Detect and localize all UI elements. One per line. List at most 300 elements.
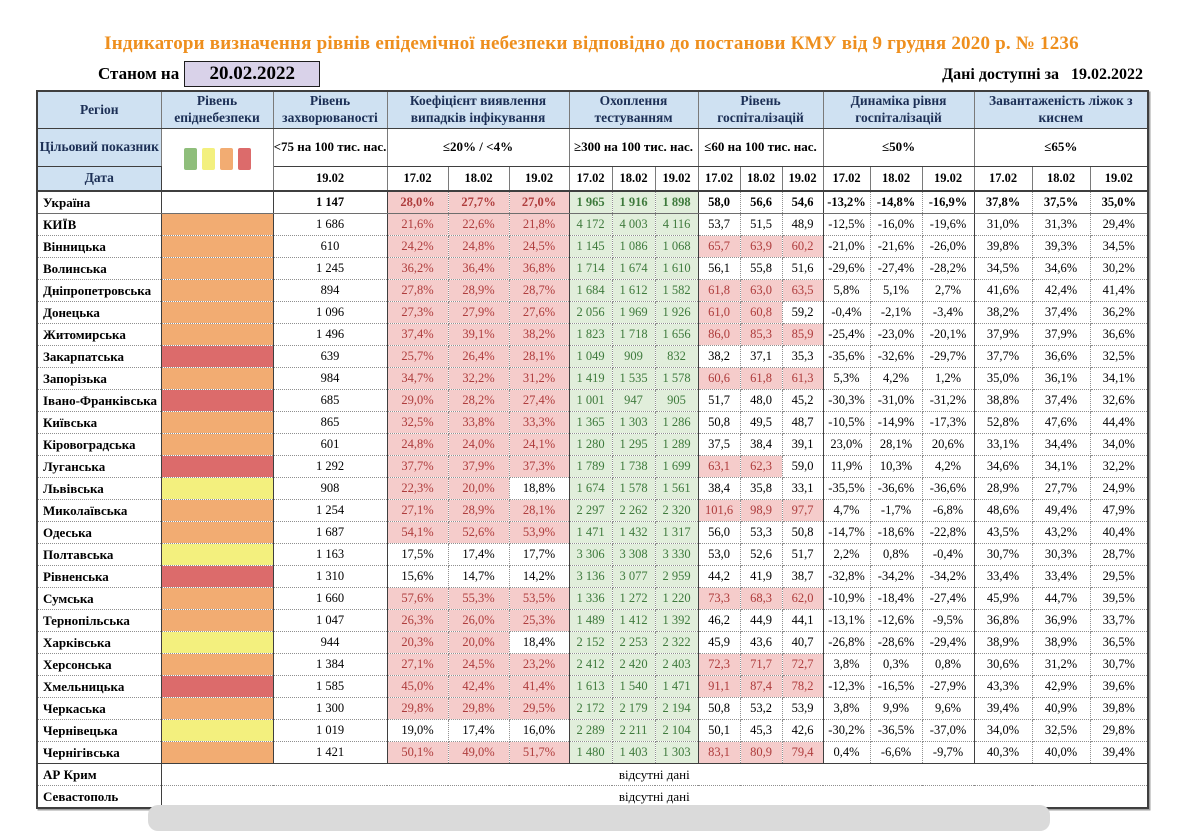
hosp-dynamics-cell: -21,6% [870, 236, 922, 258]
hospitalization-cell: 45,3 [740, 720, 782, 742]
testing-cell: 3 077 [612, 566, 655, 588]
hospitalization-cell: 33,1 [782, 478, 823, 500]
hospitalization-cell: 62,3 [740, 456, 782, 478]
detection-cell: 36,8% [509, 258, 569, 280]
testing-cell: 1 145 [569, 236, 612, 258]
hosp-dynamics-cell: 2,7% [922, 280, 974, 302]
oxygen-beds-cell: 38,9% [1032, 632, 1090, 654]
oxygen-beds-cell: 34,1% [1032, 456, 1090, 478]
hosp-dynamics-cell: 5,3% [823, 368, 870, 390]
hosp-dynamics-cell: 5,8% [823, 280, 870, 302]
oxygen-beds-cell: 42,4% [1032, 280, 1090, 302]
oxygen-beds-cell: 32,2% [1090, 456, 1148, 478]
region-row [37, 654, 1148, 676]
hospitalization-cell: 37,1 [740, 346, 782, 368]
date-header: 17.02 [387, 166, 448, 191]
testing-cell: 909 [612, 346, 655, 368]
incidence-cell: 1 096 [273, 302, 387, 324]
hospitalization-cell: 44,2 [698, 566, 740, 588]
testing-cell: 1 535 [612, 368, 655, 390]
hospitalization-cell: 71,7 [740, 654, 782, 676]
hospitalization-cell: 73,3 [698, 588, 740, 610]
testing-cell: 1 280 [569, 434, 612, 456]
oxygen-beds-cell: 29,4% [1090, 214, 1148, 236]
hosp-dynamics-cell: -30,2% [823, 720, 870, 742]
oxygen-beds-cell: 40,0% [1032, 742, 1090, 764]
detection-cell: 21,6% [387, 214, 448, 236]
oxygen-beds-cell: 45,9% [974, 588, 1032, 610]
region-name: Запорізька [37, 368, 161, 390]
region-row [37, 346, 1148, 368]
testing-cell: 1 272 [612, 588, 655, 610]
hosp-dynamics-cell: -17,3% [922, 412, 974, 434]
detection-cell: 14,2% [509, 566, 569, 588]
date-header: 18.02 [740, 166, 782, 191]
hospitalization-cell: 65,7 [698, 236, 740, 258]
hosp-dynamics-cell: -36,6% [870, 478, 922, 500]
detection-cell: 17,5% [387, 544, 448, 566]
detection-cell: 19,0% [387, 720, 448, 742]
hosp-dynamics-cell: 20,6% [922, 434, 974, 456]
hosp-dynamics-cell: -0,4% [922, 544, 974, 566]
hosp-dynamics-cell: -19,6% [922, 214, 974, 236]
date-header: 17.02 [569, 166, 612, 191]
testing-cell: 2 172 [569, 698, 612, 720]
date-header: 17.02 [698, 166, 740, 191]
hosp-dynamics-cell: -28,6% [870, 632, 922, 654]
incidence-cell: 685 [273, 390, 387, 412]
incidence-target: <75 на 100 тис. нас. [273, 128, 387, 166]
hospitalization-cell: 35,3 [782, 346, 823, 368]
detection-cell: 27,9% [448, 302, 509, 324]
incidence-cell: 908 [273, 478, 387, 500]
oxygen-beds-cell: 42,9% [1032, 676, 1090, 698]
oxygen-beds-cell: 34,6% [974, 456, 1032, 478]
testing-cell: 1 969 [612, 302, 655, 324]
hospitalization-cell: 48,7 [782, 412, 823, 434]
detection-cell: 29,8% [448, 698, 509, 720]
hospitalization-cell: 55,8 [740, 258, 782, 280]
oxygen-beds-cell: 28,9% [974, 478, 1032, 500]
hospitalization-cell: 63,5 [782, 280, 823, 302]
hospitalization-cell: 83,1 [698, 742, 740, 764]
testing-cell: 2 262 [612, 500, 655, 522]
region-name: Івано-Франківська [37, 390, 161, 412]
oxygen-beds-cell: 30,6% [974, 654, 1032, 676]
oxygen-beds-cell: 36,6% [1090, 324, 1148, 346]
region-name: Донецька [37, 302, 161, 324]
detection-cell: 45,0% [387, 676, 448, 698]
region-row [37, 742, 1148, 764]
testing-cell: 1 578 [655, 368, 698, 390]
hospitalization-cell: 63,0 [740, 280, 782, 302]
hospitalization-cell: 62,0 [782, 588, 823, 610]
date-header: 18.02 [870, 166, 922, 191]
hospitalization-cell: 45,2 [782, 390, 823, 412]
risk-level-cell [161, 368, 273, 390]
region-name: Черкаська [37, 698, 161, 720]
detection-cell: 24,5% [509, 236, 569, 258]
hosp-dynamics-cell: 0,3% [870, 654, 922, 676]
hosp-dynamics-cell: 9,9% [870, 698, 922, 720]
hospitalization-cell: 38,2 [698, 346, 740, 368]
oxygen-beds-cell: 33,7% [1090, 610, 1148, 632]
incidence-cell: 1 660 [273, 588, 387, 610]
incidence-cell: 944 [273, 632, 387, 654]
detection-cell: 28,1% [509, 500, 569, 522]
oxygen-beds-cell: 39,8% [974, 236, 1032, 258]
hospitalization-cell: 48,9 [782, 214, 823, 236]
hospitalization-cell: 101,6 [698, 500, 740, 522]
hospitalization-cell: 78,2 [782, 676, 823, 698]
detection-cell: 25,3% [509, 610, 569, 632]
oxygen-beds-cell: 34,5% [974, 258, 1032, 280]
region-row [37, 191, 1148, 214]
risk-level-cell [161, 346, 273, 368]
detection-cell: 24,5% [448, 654, 509, 676]
region-row [37, 676, 1148, 698]
testing-cell: 1 610 [655, 258, 698, 280]
region-name: Сумська [37, 588, 161, 610]
hosp-dynamics-cell: -27,4% [922, 588, 974, 610]
hospitalization-cell: 58,0 [698, 191, 740, 214]
detection-cell: 37,7% [387, 456, 448, 478]
testing-cell: 1 916 [612, 191, 655, 214]
hospitalization-cell: 86,0 [698, 324, 740, 346]
hosp-dynamics-cell: -29,7% [922, 346, 974, 368]
detection-cell: 28,2% [448, 390, 509, 412]
hospitalization-cell: 54,6 [782, 191, 823, 214]
incidence-cell: 984 [273, 368, 387, 390]
oxygen-beds-cell: 41,6% [974, 280, 1032, 302]
col-detection-header: Коефіцієнт виявлення випадків інфікування [387, 91, 569, 128]
detection-cell: 28,7% [509, 280, 569, 302]
detection-cell: 20,0% [448, 632, 509, 654]
testing-cell: 2 322 [655, 632, 698, 654]
testing-cell: 1 613 [569, 676, 612, 698]
region-row [37, 566, 1148, 588]
data-available-block [942, 66, 1143, 84]
testing-cell: 1 684 [569, 280, 612, 302]
hosp-dynamics-cell: -16,5% [870, 676, 922, 698]
risk-level-cell [161, 390, 273, 412]
hospitalization-cell: 91,1 [698, 676, 740, 698]
detection-cell: 24,1% [509, 434, 569, 456]
testing-cell: 1 303 [655, 742, 698, 764]
oxygen-beds-cell: 37,7% [974, 346, 1032, 368]
hospitalization-cell: 48,0 [740, 390, 782, 412]
no-data-cell: відсутні дані [161, 764, 1148, 786]
incidence-cell: 1 147 [273, 191, 387, 214]
testing-cell: 1 412 [612, 610, 655, 632]
detection-cell: 17,4% [448, 720, 509, 742]
testing-cell: 1 392 [655, 610, 698, 632]
hosp-dynamics-cell: -3,4% [922, 302, 974, 324]
testing-cell: 1 926 [655, 302, 698, 324]
oxygen-beds-cell: 30,7% [1090, 654, 1148, 676]
date-header: 19.02 [922, 166, 974, 191]
risk-level-cell [161, 500, 273, 522]
detection-cell: 33,8% [448, 412, 509, 434]
oxygen-beds-cell: 48,6% [974, 500, 1032, 522]
hospitalization-cell: 61,8 [698, 280, 740, 302]
region-row [37, 544, 1148, 566]
region-row [37, 610, 1148, 632]
date-header: 19.02 [782, 166, 823, 191]
date-header: 18.02 [612, 166, 655, 191]
region-name: Херсонська [37, 654, 161, 676]
oxygen-beds-cell: 36,9% [1032, 610, 1090, 632]
testing-cell: 1 001 [569, 390, 612, 412]
oxygen-beds-cell: 35,0% [1090, 191, 1148, 214]
testing-cell: 2 297 [569, 500, 612, 522]
incidence-cell: 865 [273, 412, 387, 434]
oxygen-beds-cell: 39,5% [1090, 588, 1148, 610]
hospitalization-cell: 87,4 [740, 676, 782, 698]
hospitalization-cell: 51,7 [782, 544, 823, 566]
risk-level-cell [161, 544, 273, 566]
testing-cell: 1 317 [655, 522, 698, 544]
hospitalization-cell: 37,5 [698, 434, 740, 456]
hosp-dynamics-cell: -26,0% [922, 236, 974, 258]
hosp-dynamics-cell: -9,5% [922, 610, 974, 632]
region-name: Харківська [37, 632, 161, 654]
hospitalization-cell: 41,9 [740, 566, 782, 588]
date-header: 19.02 [273, 166, 387, 191]
hospitalization-cell: 79,4 [782, 742, 823, 764]
incidence-cell: 1 384 [273, 654, 387, 676]
hospitalization-cell: 43,6 [740, 632, 782, 654]
risk-level-cell [161, 720, 273, 742]
oxygen-beds-cell: 31,0% [974, 214, 1032, 236]
hospitalization-cell: 59,2 [782, 302, 823, 324]
hosp-dynamics-cell: -18,6% [870, 522, 922, 544]
testing-cell: 1 582 [655, 280, 698, 302]
oxygen-beds-cell: 34,0% [1090, 434, 1148, 456]
oxygen-beds-cell: 36,1% [1032, 368, 1090, 390]
incidence-cell: 601 [273, 434, 387, 456]
oxygen-beds-cell: 39,3% [1032, 236, 1090, 258]
testing-cell: 2 152 [569, 632, 612, 654]
hospitalization-cell: 50,1 [698, 720, 740, 742]
report-title: Індикатори визначення рівнів епідемічної небезпеки відповідно до постанови КМУ від 9 грудня 2020 р. № 1236 [104, 33, 1079, 54]
region-name: Київська [37, 412, 161, 434]
detection-cell: 28,9% [448, 280, 509, 302]
oxygen-beds-cell: 31,2% [1032, 654, 1090, 676]
incidence-cell: 639 [273, 346, 387, 368]
detection-cell: 27,0% [509, 191, 569, 214]
oxygen-beds-cell: 34,5% [1090, 236, 1148, 258]
oxygen-beds-cell: 30,2% [1090, 258, 1148, 280]
risk-level-cell [161, 588, 273, 610]
hospitalization-cell: 51,7 [698, 390, 740, 412]
detection-cell: 27,6% [509, 302, 569, 324]
testing-cell: 2 056 [569, 302, 612, 324]
incidence-cell: 1 310 [273, 566, 387, 588]
detection-cell: 28,9% [448, 500, 509, 522]
detection-cell: 37,4% [387, 324, 448, 346]
risk-level-cell [161, 412, 273, 434]
oxygen-beds-cell: 29,5% [1090, 566, 1148, 588]
oxygen-beds-cell: 47,6% [1032, 412, 1090, 434]
region-name: КИЇВ [37, 214, 161, 236]
detection-cell: 33,3% [509, 412, 569, 434]
region-name: Україна [37, 191, 161, 214]
oxygen-beds-cell: 36,2% [1090, 302, 1148, 324]
hospitalization-cell: 51,6 [782, 258, 823, 280]
region-name: Кіровоградська [37, 434, 161, 456]
hospitalization-cell: 52,6 [740, 544, 782, 566]
hosp-dynamics-cell: -36,5% [870, 720, 922, 742]
detection-cell: 24,8% [387, 434, 448, 456]
detection-cell: 26,4% [448, 346, 509, 368]
detection-cell: 51,7% [509, 742, 569, 764]
hosp-dynamics-cell: -16,0% [870, 214, 922, 236]
incidence-cell: 1 496 [273, 324, 387, 346]
testing-cell: 1 286 [655, 412, 698, 434]
hosp-dynamics-cell: -10,5% [823, 412, 870, 434]
incidence-cell: 1 421 [273, 742, 387, 764]
region-row [37, 258, 1148, 280]
hosp-dynamics-cell: 0,4% [823, 742, 870, 764]
oxygen-beds-cell: 44,7% [1032, 588, 1090, 610]
hosp-dynamics-cell: -12,5% [823, 214, 870, 236]
detection-cell: 16,0% [509, 720, 569, 742]
region-row [37, 280, 1148, 302]
region-name: Севастополь [37, 786, 161, 809]
hospitalization-cell: 60,6 [698, 368, 740, 390]
as-of-date-box: 20.02.2022 [184, 61, 320, 87]
hosp-dynamics-cell: -18,4% [870, 588, 922, 610]
detection-cell: 32,5% [387, 412, 448, 434]
hosp-dynamics-cell: -32,8% [823, 566, 870, 588]
incidence-cell: 1 245 [273, 258, 387, 280]
hosp-dynamics-cell: -34,2% [870, 566, 922, 588]
hospitalization-cell: 44,1 [782, 610, 823, 632]
detection-cell: 28,0% [387, 191, 448, 214]
testing-cell: 1 898 [655, 191, 698, 214]
region-row [37, 412, 1148, 434]
testing-cell: 1 540 [612, 676, 655, 698]
testing-cell: 1 086 [612, 236, 655, 258]
oxygen-beds-cell: 44,4% [1090, 412, 1148, 434]
hosp-dynamics-cell: -28,2% [922, 258, 974, 280]
hosp-dynamics-cell: -1,7% [870, 500, 922, 522]
incidence-cell: 610 [273, 236, 387, 258]
detection-cell: 15,6% [387, 566, 448, 588]
testing-cell: 1 336 [569, 588, 612, 610]
oxygen-beds-cell: 37,4% [1032, 390, 1090, 412]
header-target-row [37, 128, 1148, 166]
detection-cell: 41,4% [509, 676, 569, 698]
oxygen-beds-cell: 37,9% [974, 324, 1032, 346]
region-row [37, 236, 1148, 258]
hospitalization-cell: 53,2 [740, 698, 782, 720]
detection-cell: 29,5% [509, 698, 569, 720]
date-header: 19.02 [655, 166, 698, 191]
hosp-dynamics-cell: 5,1% [870, 280, 922, 302]
oxygen-beds-cell: 37,5% [1032, 191, 1090, 214]
region-name: Хмельницька [37, 676, 161, 698]
oxygen-beds-cell: 40,4% [1090, 522, 1148, 544]
oxygen-beds-cell: 33,4% [974, 566, 1032, 588]
risk-level-cell [161, 302, 273, 324]
testing-cell: 2 253 [612, 632, 655, 654]
hospitalization-cell: 39,1 [782, 434, 823, 456]
hospitalization-cell: 63,9 [740, 236, 782, 258]
testing-cell: 1 068 [655, 236, 698, 258]
detection-cell: 20,0% [448, 478, 509, 500]
hosp-dynamics-cell: 3,8% [823, 654, 870, 676]
hospitalization-cell: 68,3 [740, 588, 782, 610]
region-row [37, 214, 1148, 236]
testing-cell: 1 471 [655, 676, 698, 698]
oxygen-beds-cell: 41,4% [1090, 280, 1148, 302]
hospitalization-cell: 97,7 [782, 500, 823, 522]
oxygen-beds-cell: 24,9% [1090, 478, 1148, 500]
hosp-dynamics-cell: -36,6% [922, 478, 974, 500]
testing-cell: 2 211 [612, 720, 655, 742]
header-group-row [37, 91, 1148, 128]
testing-cell: 3 306 [569, 544, 612, 566]
testing-target: ≥300 на 100 тис. нас. [569, 128, 698, 166]
oxygen-beds-cell: 43,2% [1032, 522, 1090, 544]
detection-cell: 37,9% [448, 456, 509, 478]
oxygen-beds-cell: 39,6% [1090, 676, 1148, 698]
region-row [37, 500, 1148, 522]
testing-cell: 1 489 [569, 610, 612, 632]
hosp-dynamics-cell: -10,9% [823, 588, 870, 610]
incidence-cell: 894 [273, 280, 387, 302]
detection-cell: 52,6% [448, 522, 509, 544]
testing-cell: 1 303 [612, 412, 655, 434]
oxygen-beds-cell: 39,4% [1090, 742, 1148, 764]
hospitalization-cell: 61,0 [698, 302, 740, 324]
no-data-cell: відсутні дані [161, 786, 1148, 809]
detection-cell: 25,7% [387, 346, 448, 368]
testing-cell: 1 561 [655, 478, 698, 500]
testing-cell: 1 578 [612, 478, 655, 500]
hospitalization-cell: 60,8 [740, 302, 782, 324]
hosp-dynamics-cell: -6,8% [922, 500, 974, 522]
oxygen-beds-cell: 34,4% [1032, 434, 1090, 456]
testing-cell: 2 420 [612, 654, 655, 676]
region-header: Регіон [37, 91, 161, 128]
detection-cell: 29,8% [387, 698, 448, 720]
hospitalization-cell: 38,4 [698, 478, 740, 500]
hospitalization-cell: 56,0 [698, 522, 740, 544]
incidence-cell: 1 292 [273, 456, 387, 478]
hospitalization-cell: 60,2 [782, 236, 823, 258]
date-header: 19.02 [1090, 166, 1148, 191]
detection-cell: 53,5% [509, 588, 569, 610]
incidence-cell: 1 686 [273, 214, 387, 236]
region-name: Тернопільська [37, 610, 161, 632]
region-name: Житомирська [37, 324, 161, 346]
oxygen-beds-cell: 39,4% [974, 698, 1032, 720]
detection-cell: 28,1% [509, 346, 569, 368]
date-header: 18.02 [448, 166, 509, 191]
detection-cell: 18,4% [509, 632, 569, 654]
hospitalization-cell: 50,8 [698, 412, 740, 434]
col-hosp-dynamics-header: Динаміка рівня госпіталізацій [823, 91, 974, 128]
hospitalization-cell: 50,8 [782, 522, 823, 544]
region-row [37, 632, 1148, 654]
detection-cell: 39,1% [448, 324, 509, 346]
region-row [37, 698, 1148, 720]
detection-cell: 36,2% [387, 258, 448, 280]
detection-cell: 27,3% [387, 302, 448, 324]
